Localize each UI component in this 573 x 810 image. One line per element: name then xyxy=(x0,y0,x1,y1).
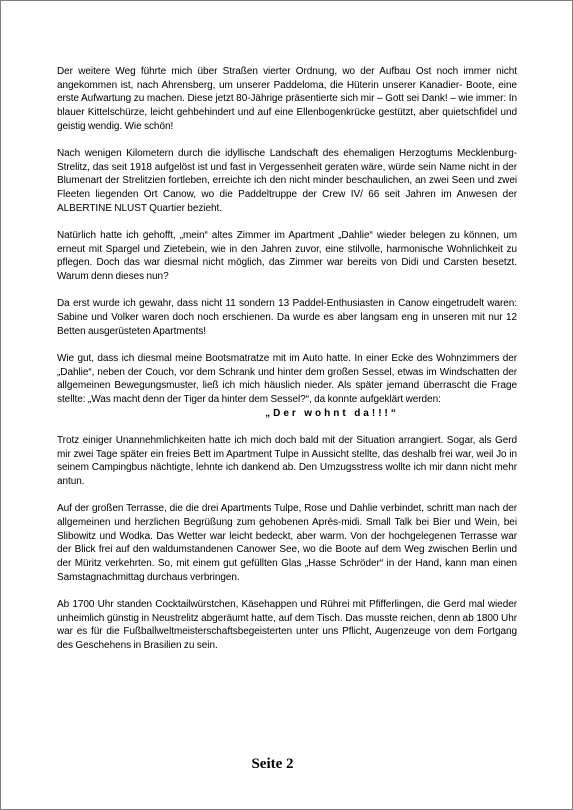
paragraph-5: Wie gut, dass ich diesmal meine Bootsmatratze mit im Auto hatte. In einer Ecke des Wohnzimmers der „Dahlie“, neben der Couch, vor dem Schrank und hinter dem großen Sessel, etwas im Windschatten der allgemeinen Bewegungsmuster, ließ ich mich häuslich nieder. Als später jemand überrascht die Frage stellte: „Was macht denn der Tiger da hinter dem Sessel?“, da konnte aufgeklärt werden: xyxy=(57,352,517,406)
paragraph-6: Trotz einiger Unannehmlichkeiten hatte ich mich doch bald mit der Situation arrangiert. Sogar, als Gerd mir zwei Tage später ein freies Bett im Apartment Tulpe in Aussicht stellte, das deshalb frei war, weil Jo in seinem Campingbus nächtigte, lehnte ich dankend ab. Den Umzugsstress wollte ich mir dann nicht mehr antun. xyxy=(57,434,517,488)
paragraph-5-block xyxy=(57,352,517,421)
quote-line: „Der wohnt da!!!“ xyxy=(265,407,399,419)
paragraph-2: Nach wenigen Kilometern durch die idyllische Landschaft des ehemaligen Herzogtums Mecklenburg-Strelitz, das seit 1918 aufgelöst ist und fast in Vergessenheit geraten wäre, würde sein Name nicht in der Blumenart der Strelitzien fortleben, erreichte ich den nicht minder beschaulichen, an zwei Seen und zwei Fleeten liegenden Ort Canow, wo die Paddeltruppe der Crew IV/ 66 seit Jahren im Anwesen der ALBERTINE NLUST Quartier bezieht. xyxy=(57,148,517,214)
body-text xyxy=(57,65,517,666)
paragraph-7: Auf der großen Terrasse, die die drei Apartments Tulpe, Rose und Dahlie verbindet, schritt man nach der allgemeinen und herzlichen Begrüßung zum gehobenen Après-midi. Small Talk bei Bier und Wein, bei Slibowitz und Wodka. Das Wetter war leicht bedeckt, aber warm. Von der hochgelegenen Terrasse war der Blick frei auf den waldumstandenen Canower See, wo die Boote auf dem Weg zwischen Berlin und der Müritz verkehrten. So, mit einem gut gefüllten Glas „Hasse Schröder“ in der Hand, kann man einen Samstagnachmittag durchaus verbringen. xyxy=(57,503,517,583)
paragraph-4: Da erst wurde ich gewahr, dass nicht 11 sondern 13 Paddel-Enthusiasten in Canow eingetrudelt waren: Sabine und Volker waren doch noch erschienen. Da wurde es aber langsam eng in unseren mit nur 12 Betten ausgerüsteten Apartments! xyxy=(57,298,517,337)
page-number-footer: Seite 2 xyxy=(251,756,294,772)
paragraph-1: Der weitere Weg führte mich über Straßen vierter Ordnung, wo der Aufbau Ost noch immer nicht angekommen ist, nach Ahrensberg, um unserer Paddeloma, die Hüterin unserer Kanadier- Boote, eine erste Aufwartung zu machen. Diese jetzt 80-Jährige präsentierte sich mir – Gott sei Dank! – wie immer: In blauer Kittelschürze, leicht gehbehindert und auf eine Ellenbogenkrücke gestützt, aber quietschfidel und geistig wendig. Wie schön! xyxy=(57,66,517,132)
paragraph-8: Ab 1700 Uhr standen Cocktailwürstchen, Käsehappen und Rührei mit Pfifferlingen, die Gerd mal wieder unheimlich günstig in Neustrelitz abgeräumt hatte, auf dem Tisch. Das musste reichen, denn ab 1800 Uhr war es für die Fußballweltmeisterschaftsbegeisterten unter uns Pflicht, Augenzeuge von dem Fortgang des Geschehens in Brasilien zu sein. xyxy=(57,599,517,652)
paragraph-3: Natürlich hatte ich gehofft, „mein“ altes Zimmer im Apartment „Dahlie“ wieder belegen zu können, um erneut mit Spargel und Zietebein, wie in den Jahren zuvor, eine stilvolle, harmonische Wohnlichkeit zu pflegen. Doch das war diesmal nicht möglich, das Zimmer war bereits von Didi und Carsten besetzt. Warum denn dieses nun? xyxy=(57,230,517,283)
